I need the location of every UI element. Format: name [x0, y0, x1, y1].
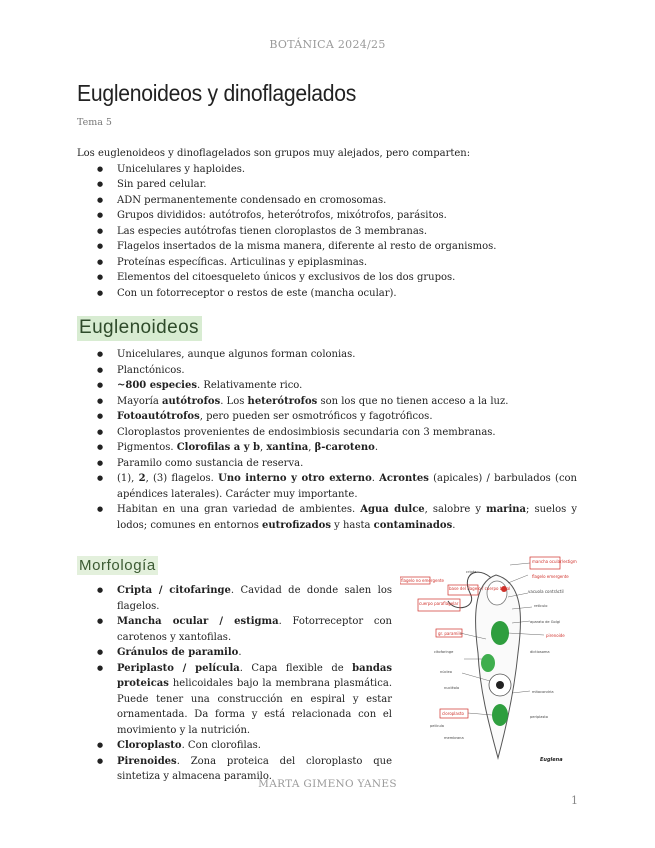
- label-pellicle: película: [430, 724, 444, 728]
- label-emergent-flagellum: flagelo emergente: [532, 574, 569, 579]
- label-dictyosome: dictiosoma: [530, 650, 550, 654]
- list-item: ● Sin pared celular.: [77, 177, 577, 193]
- list-item: ● Proteínas específicas. Articulinas y epiplasminas.: [77, 255, 577, 271]
- label-reticulum: retículo: [534, 604, 548, 608]
- list-item: ● Con un fotorreceptor o restos de este (mancha ocular).: [77, 286, 577, 302]
- list-item: ● Cloroplasto. Con clorofilas.: [77, 738, 392, 754]
- label-paramylon: gr. paramilo: [438, 631, 463, 636]
- euglena-diagram: [400, 553, 577, 766]
- list-item: ● Gránulos de paramilo.: [77, 645, 392, 661]
- page-title: Euglenoideos y dinoflagelados: [77, 80, 357, 106]
- label-chloroplast: cloroplasto: [442, 711, 464, 716]
- list-item: ● Mayoría autótrofos. Los heterótrofos son los que no tienen acceso a la luz.: [77, 394, 577, 410]
- list-item: ● Fotoautótrofos, pero pueden ser osmotróficos y fagotróficos.: [77, 409, 577, 425]
- euglena-diagram-svg: [400, 553, 577, 766]
- euglenoideos-list: [77, 347, 577, 533]
- label-membrane: membrana: [444, 736, 464, 740]
- page-footer: MARTA GIMENO YANES: [258, 778, 397, 790]
- label-paraflagellar-body: cuerpo paraflagelar: [419, 601, 459, 606]
- list-item: ● Periplasto / película. Capa flexible de bandas proteicas helicoidales bajo la membrana plasmática. Puede tener una construcción en espiral y estar ornamentada. Da forma y está relacionada con el movimiento y la nutrición.: [77, 661, 392, 739]
- list-item: ● Mancha ocular / estigma. Fotorreceptor con carotenos y xantofilas.: [77, 614, 392, 645]
- label-golgi: aparato de Golgi: [530, 620, 561, 624]
- list-item: ● Habitan en una gran variedad de ambientes. Agua dulce, salobre y marina; suelos y lodos; comunes en entornos eutrofizados y hasta contaminados.: [77, 502, 577, 533]
- page-number: 1: [571, 794, 578, 807]
- chloroplast-shape: [481, 654, 495, 672]
- label-contractile-vacuole: vacuola contráctil: [528, 589, 564, 594]
- label-nucleus: núcleo: [440, 670, 452, 674]
- list-item: ● (1), 2, (3) flagelos. Uno interno y otro externo. Acrontes (apicales) / barbulados (con apéndices laterales). Carácter muy importante.: [77, 471, 577, 502]
- list-item: ● Pigmentos. Clorofilas a y b, xantina, β-caroteno.: [77, 440, 577, 456]
- chloroplast-shape: [491, 621, 509, 645]
- section-heading-euglenoideos: Euglenoideos: [77, 316, 202, 341]
- label-crypt: cripta: [466, 570, 477, 574]
- label-nucleolus: nucléolo: [444, 686, 460, 690]
- list-item: ● Flagelos insertados de la misma manera, diferente al resto de organismos.: [77, 239, 577, 255]
- list-item: ● Pirenoides. Zona proteica del cloroplasto que sintetiza y almacena paramilo.: [77, 754, 392, 785]
- list-item: ● Grupos divididos: autótrofos, heterótrofos, mixótrofos, parásitos.: [77, 208, 577, 224]
- list-item: ● Planctónicos.: [77, 363, 577, 379]
- list-item: ● Cloroplastos provenientes de endosimbiosis secundaria con 3 membranas.: [77, 425, 577, 441]
- list-item: ● ADN permanentemente condensado en cromosomas.: [77, 193, 577, 209]
- reservoir-shape: [487, 581, 507, 605]
- morfologia-list: [77, 583, 392, 785]
- list-item: ● Las especies autótrofas tienen cloroplastos de 3 membranas.: [77, 224, 577, 240]
- list-item: ● Cripta / citofaringe. Cavidad de donde salen los flagelos.: [77, 583, 392, 614]
- label-eyespot: mancha ocular/estigma: [532, 559, 577, 564]
- label-mitochondria: mitocondria: [532, 690, 554, 694]
- intro-section: [77, 146, 577, 301]
- label-cytopharynx: citofaringe: [434, 650, 454, 654]
- chloroplast-shape: [492, 704, 508, 726]
- page-header: BOTÁNICA 2024/25: [269, 38, 386, 51]
- intro-list: [77, 162, 577, 302]
- list-item: ● ~800 especies. Relativamente rico.: [77, 378, 577, 394]
- intro-lead: Los euglenoideos y dinoflagelados son grupos muy alejados, pero comparten:: [77, 148, 471, 159]
- list-item: ● Paramilo como sustancia de reserva.: [77, 456, 577, 472]
- nucleolus-shape: [496, 681, 504, 689]
- list-item: ● Unicelulares, aunque algunos forman colonias.: [77, 347, 577, 363]
- figure-caption: Euglena: [540, 757, 563, 763]
- list-item: ● Elementos del citoesqueleto únicos y exclusivos de los dos grupos.: [77, 270, 577, 286]
- page-subtitle: Tema 5: [77, 117, 112, 128]
- section-heading-morfologia: Morfología: [79, 557, 156, 574]
- label-periplast: periplasto: [530, 715, 548, 719]
- label-pyrenoid: pirenoide: [546, 633, 565, 638]
- label-non-emergent-flagellum: flagelo no emergente: [401, 578, 445, 583]
- label-basal-body: base del flagelo / cuerpo basal: [449, 586, 511, 591]
- list-item: ● Unicelulares y haploides.: [77, 162, 577, 178]
